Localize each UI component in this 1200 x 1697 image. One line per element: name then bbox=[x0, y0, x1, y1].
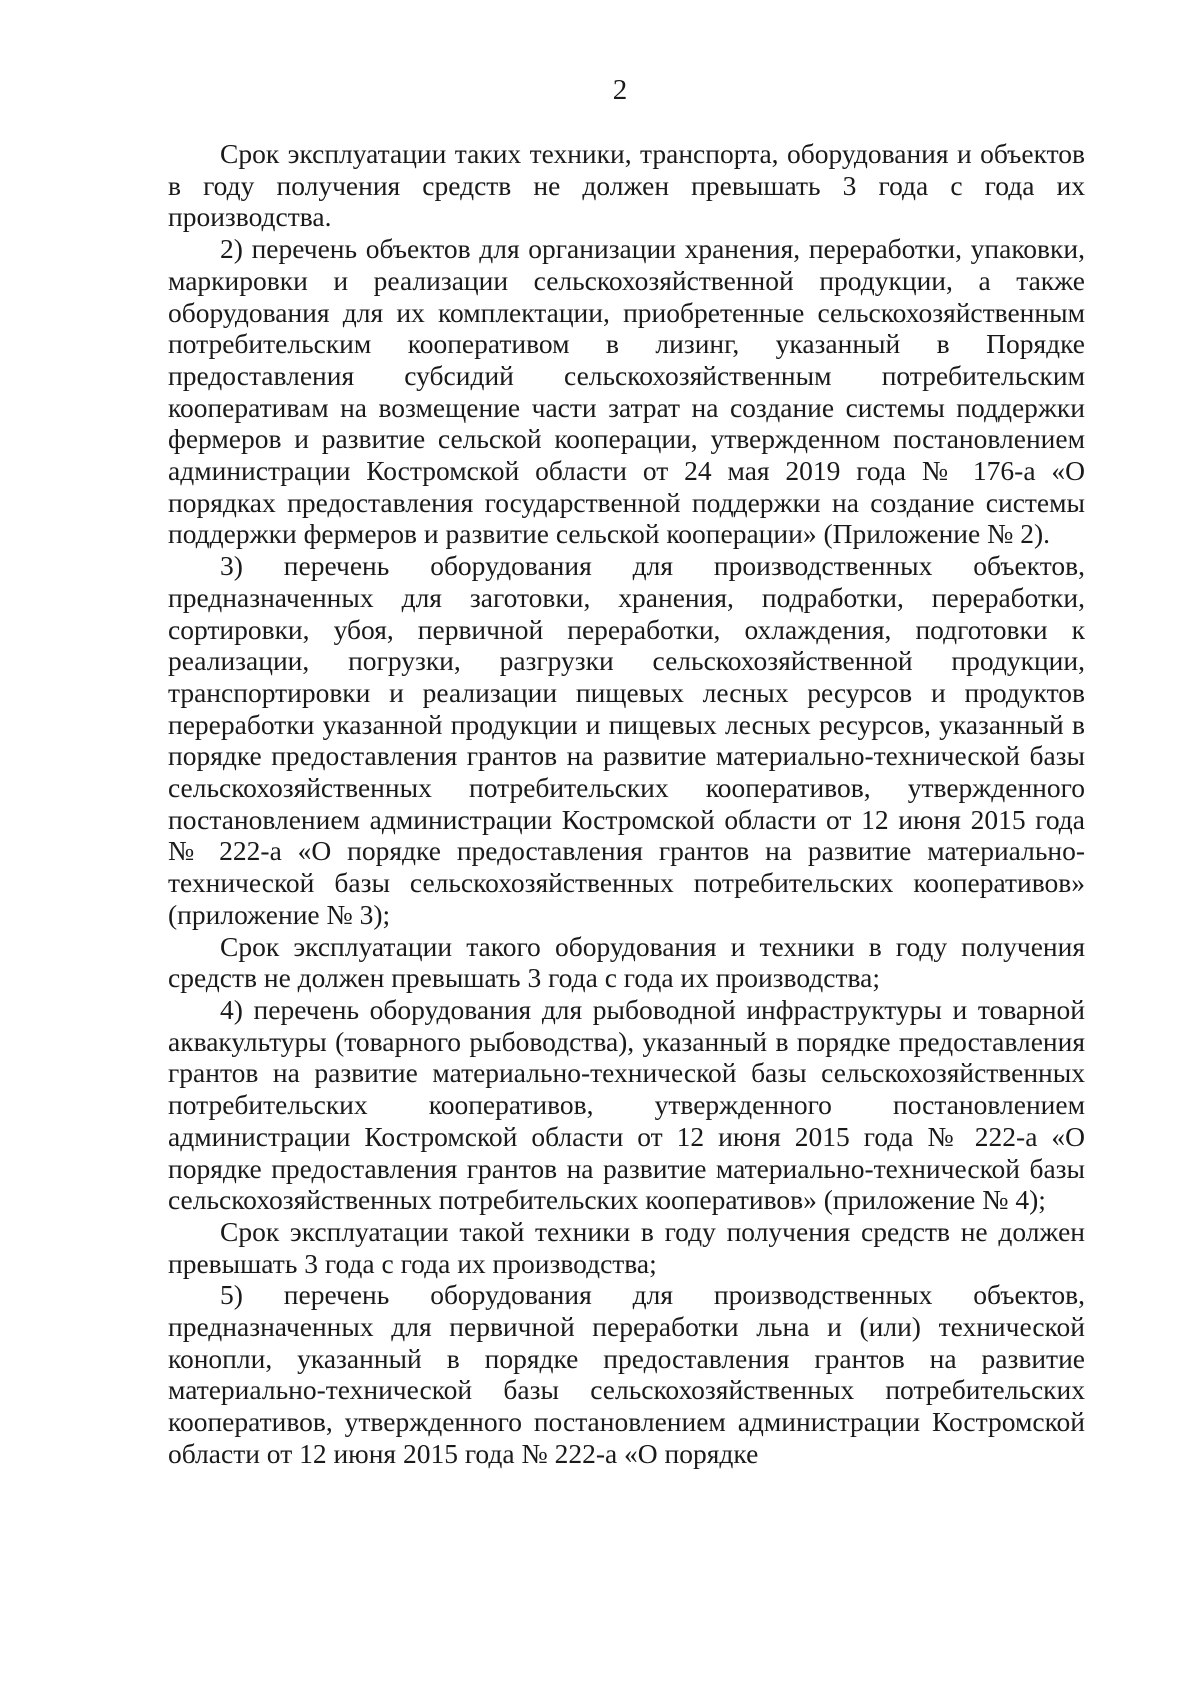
paragraph-item-2: 2) перечень объектов для организации хранения, переработки, упаковки, маркировки и реализации сельскохозяйственной продукции, а также оборудования для их комплектации, приобретенные сельскохозяйственным потребительским кооперативом в лизинг, указанный в Порядке предоставления субсидий сельскохозяйственным потребительским кооперативам на возмещение части затрат на создание системы поддержки фермеров и развитие сельской кооперации, утвержденном постановлением администрации Костромской области от 24 мая 2019 года № 176-а «О порядках предоставления государственной поддержки на создание системы поддержки фермеров и развитие сельской кооперации» (Приложение № 2). bbox=[168, 233, 1085, 550]
page-number: 2 bbox=[612, 74, 628, 106]
paragraph-service-life-vehicles: Срок эксплуатации таких техники, транспорта, оборудования и объектов в году получения средств не должен превышать 3 года с года их производства. bbox=[168, 138, 1085, 233]
paragraph-item-4: 4) перечень оборудования для рыбоводной инфраструктуры и товарной аквакультуры (товарного рыбоводства), указанный в порядке предоставления грантов на развитие материально-технической базы сельскохозяйственных потребительских кооперативов, утвержденного постановлением администрации Костромской области от 12 июня 2015 года № 222-а «О порядке предоставления грантов на развитие материально-технической базы сельскохозяйственных потребительских кооперативов» (приложение № 4); bbox=[168, 993, 1085, 1216]
document-body bbox=[168, 138, 1085, 1470]
paragraph-item-3: 3) перечень оборудования для производственных объектов, предназначенных для заготовки, хранения, подработки, переработки, сортировки, убоя, первичной переработки, охлаждения, подготовки к реализации, погрузки, разгрузки сельскохозяйственной продукции, транспортировки и реализации пищевых лесных ресурсов и продуктов переработки указанной продукции и пищевых лесных ресурсов, указанный в порядке предоставления грантов на развитие материально-технической базы сельскохозяйственных потребительских кооперативов, утвержденного постановлением администрации Костромской области от 12 июня 2015 года № 222-а «О порядке предоставления грантов на развитие материально-технической базы сельскохозяйственных потребительских кооперативов» (приложение № 3); bbox=[168, 550, 1085, 930]
paragraph-service-life-technique: Срок эксплуатации такой техники в году получения средств не должен превышать 3 года с года их производства; bbox=[168, 1215, 1085, 1279]
paragraph-item-5: 5) перечень оборудования для производственных объектов, предназначенных для первичной переработки льна и (или) технической конопли, указанный в порядке предоставления грантов на развитие материально-технической базы сельскохозяйственных потребительских кооперативов, утвержденного постановлением администрации Костромской области от 12 июня 2015 года № 222-а «О порядке bbox=[168, 1279, 1085, 1469]
paragraph-service-life-equipment: Срок эксплуатации такого оборудования и техники в году получения средств не должен превышать 3 года с года их производства; bbox=[168, 930, 1085, 994]
